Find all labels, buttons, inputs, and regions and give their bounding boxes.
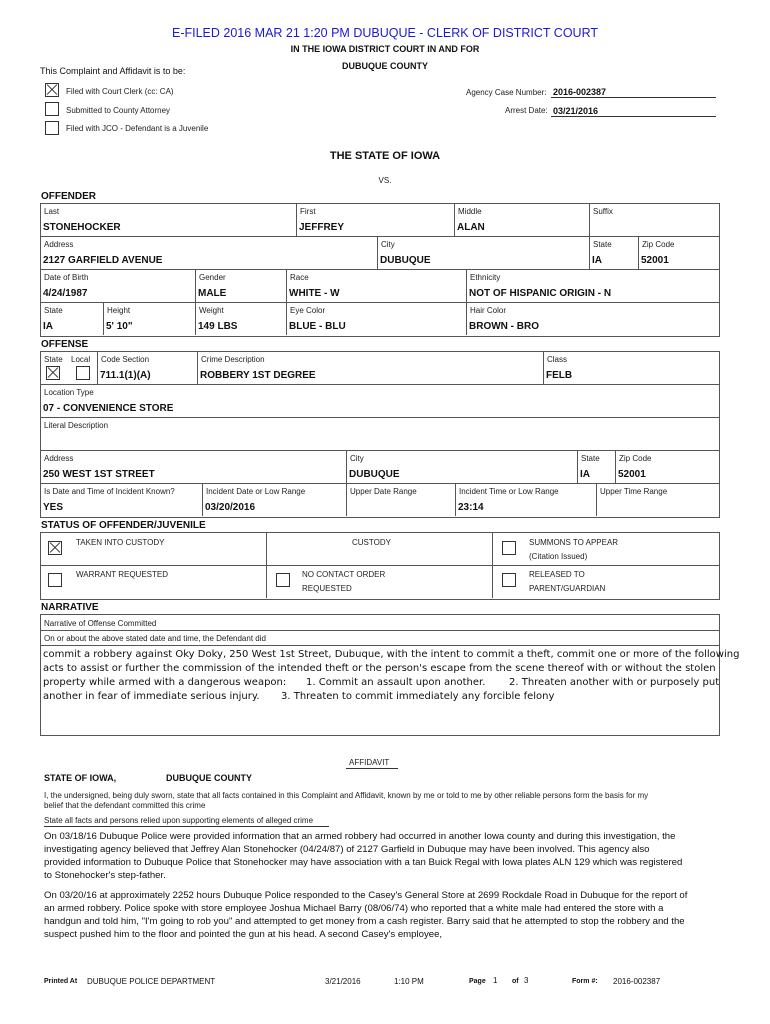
arrest-date-label: Arrest Date:	[505, 106, 548, 115]
first-name-value: JEFFREY	[299, 222, 345, 233]
dl-state-value: IA	[43, 321, 53, 332]
taken-into-custody-label: TAKEN INTO CUSTODY	[76, 538, 165, 547]
facts-paragraph-2-line-2: an armed robbery. Police spoke with store employee Joshua Michael Barry (08/06/74) who reported that a white male had entered the store with a	[44, 903, 664, 914]
incident-state-label: State	[581, 454, 600, 463]
agency-case-underline	[551, 97, 716, 98]
middle-name-label: Middle	[458, 207, 482, 216]
incident-address-value: 250 WEST 1ST STREET	[43, 469, 155, 480]
last-name-value: STONEHOCKER	[43, 222, 121, 233]
ethnicity-value: NOT OF HISPANIC ORIGIN - N	[469, 288, 612, 299]
incident-city-label: City	[350, 454, 364, 463]
court-line-2: DUBUQUE COUNTY	[341, 61, 428, 71]
affidavit-county: DUBUQUE COUNTY	[166, 773, 253, 783]
submitted-county-attorney-label: Submitted to County Attorney	[66, 106, 171, 115]
footer-page-label: Page	[469, 978, 486, 985]
affidavit-title: AFFIDAVIT	[349, 758, 390, 767]
affidavit-oath-line-2: belief that the defendant committed this crime	[44, 801, 206, 810]
upper-time-label: Upper Time Range	[600, 487, 668, 496]
facts-paragraph-2-line-4: suspect pushed him to the floor and pointed the gun at his head. A second Casey's employee,	[44, 929, 443, 940]
race-label: Race	[290, 273, 309, 282]
suffix-label: Suffix	[593, 207, 613, 216]
footer-date: 3/21/2016	[325, 977, 361, 986]
dob-label: Date of Birth	[44, 273, 89, 282]
facts-label: State all facts and persons relied upon supporting elements of alleged crime	[44, 816, 314, 825]
incident-zip-label: Zip Code	[619, 454, 652, 463]
code-section-value: 711.1(1)(A)	[100, 370, 151, 381]
narrative-line-1: commit a robbery against Oky Doky, 250 West 1st Street, Dubuque, with the intent to commit a theft, commit one or more of the following	[43, 649, 740, 660]
weight-label: Weight	[199, 306, 224, 315]
gender-value: MALE	[198, 288, 227, 299]
affidavit-state: STATE OF IOWA,	[44, 773, 117, 783]
dl-state-label: State	[44, 306, 63, 315]
upper-date-label: Upper Date Range	[350, 487, 417, 496]
offense-state-checkbox[interactable]	[46, 366, 60, 380]
location-type-label: Location Type	[44, 388, 94, 397]
summons-checkbox[interactable]	[502, 541, 516, 555]
hair-color-label: Hair Color	[470, 306, 507, 315]
narrative-label: Narrative of Offense Committed	[44, 619, 157, 628]
class-label: Class	[547, 355, 568, 364]
zip-value: 52001	[641, 255, 669, 266]
arrest-date-underline	[551, 116, 716, 117]
agency-case-value: 2016-002387	[553, 87, 607, 97]
no-contact-order-label: NO CONTACT ORDER	[302, 570, 386, 579]
narrative-line-4a: another in fear of immediate serious injury.	[43, 691, 260, 702]
footer-printed-at: Printed At	[44, 978, 78, 985]
hair-color-value: BROWN - BRO	[469, 321, 539, 332]
caption-title: THE STATE OF IOWA	[329, 150, 441, 162]
filed-court-clerk-checkbox[interactable]	[45, 83, 59, 97]
incident-known-value: YES	[43, 502, 64, 513]
address-label: Address	[44, 240, 74, 249]
state-value: IA	[592, 255, 602, 266]
narrative-line-4b: 3. Threaten to commit immediately any forcible felony	[281, 691, 555, 702]
literal-description-label: Literal Description	[44, 421, 109, 430]
custody-label: CUSTODY	[352, 538, 391, 547]
race-value: WHITE - W	[289, 288, 340, 299]
offender-box	[40, 203, 720, 337]
crime-description-label: Crime Description	[201, 355, 265, 364]
agency-case-label: Agency Case Number:	[466, 88, 547, 97]
status-section-title: STATUS OF OFFENDER/JUVENILE	[41, 520, 206, 531]
facts-paragraph-1-line-2: investigating agency believed that Jeffrey Alan Stonehocker (04/24/87) of 2127 Garfield in Dubuque may have been involved. This agency also	[44, 844, 650, 855]
filed-court-clerk-label: Filed with Court Clerk (cc: CA)	[66, 87, 174, 96]
offender-section-title: OFFENDER	[41, 191, 96, 202]
facts-paragraph-1-line-1: On 03/18/16 Dubuque Police were provided information that an armed robbery had occurred in another Iowa county and during this investigation, the	[44, 831, 676, 842]
submitted-county-attorney-checkbox[interactable]	[45, 102, 59, 116]
facts-paragraph-1-line-3: provided information to Dubuque Police that Stonehocker may have association with a tan Buick Regal with Iowa plates ALN 129 which was registered	[44, 857, 683, 868]
incident-date-label: Incident Date or Low Range	[206, 487, 306, 496]
state-label: State	[593, 240, 612, 249]
arrest-date-value: 03/21/2016	[553, 106, 599, 116]
first-name-label: First	[300, 207, 316, 216]
affidavit-oath-line-1: I, the undersigned, being duly sworn, state that all facts contained in this Complaint and Affidavit, known by me or told to me by other reliable persons form the basis for my	[44, 791, 649, 800]
location-type-value: 07 - CONVENIENCE STORE	[43, 403, 174, 414]
warrant-requested-label: WARRANT REQUESTED	[76, 570, 169, 579]
narrative-section-title: NARRATIVE	[41, 602, 99, 613]
incident-time-label: Incident Time or Low Range	[459, 487, 559, 496]
filed-jco-label: Filed with JCO - Defendant is a Juvenile	[66, 124, 209, 133]
footer-form-label: Form #:	[572, 978, 598, 985]
narrative-line-3c: 2. Threaten another with or purposely put	[509, 677, 720, 688]
footer-of-label: of	[512, 978, 519, 985]
offense-local-checkbox[interactable]	[76, 366, 90, 380]
incident-time-value: 23:14	[458, 502, 484, 513]
released-checkbox[interactable]	[502, 573, 516, 587]
incident-state-value: IA	[580, 469, 590, 480]
no-contact-requested-label: REQUESTED	[302, 584, 352, 593]
incident-city-value: DUBUQUE	[349, 469, 400, 480]
height-label: Height	[107, 306, 131, 315]
parent-guardian-label: PARENT/GUARDIAN	[529, 584, 606, 593]
middle-name-value: ALAN	[457, 222, 485, 233]
incident-known-label: Is Date and Time of Incident Known?	[44, 487, 175, 496]
taken-into-custody-checkbox[interactable]	[48, 541, 62, 555]
footer-page-count: 3	[524, 976, 529, 985]
narrative-intro: On or about the above stated date and time, the Defendant did	[44, 634, 266, 643]
height-value: 5' 10"	[106, 321, 133, 332]
facts-paragraph-2-line-3: handgun and told him, "I'm going to rob you" and attempted to get money from a cash register. Barry said that he attempted to stop the robbery and the	[44, 916, 685, 927]
offense-state-label: State	[44, 355, 63, 364]
caption-vs: VS.	[378, 176, 392, 185]
address-value: 2127 GARFIELD AVENUE	[43, 255, 163, 266]
eye-color-label: Eye Color	[290, 306, 326, 315]
class-value: FELB	[546, 370, 573, 381]
efiled-stamp: E-FILED 2016 MAR 21 1:20 PM DUBUQUE - CLERK OF DISTRICT COURT	[171, 26, 599, 40]
facts-paragraph-2-line-1: On 03/20/16 at approximately 2252 hours Dubuque Police responded to the Casey's General Store at 2699 Rockdale Road in Dubuque for the report of	[44, 890, 688, 901]
court-line-1: IN THE IOWA DISTRICT COURT IN AND FOR	[290, 44, 480, 54]
narrative-line-3a: property while armed with a dangerous weapon:	[43, 677, 287, 688]
zip-label: Zip Code	[642, 240, 675, 249]
no-contact-order-checkbox[interactable]	[276, 573, 290, 587]
offense-local-label: Local	[71, 355, 91, 364]
warrant-requested-checkbox[interactable]	[48, 573, 62, 587]
incident-address-label: Address	[44, 454, 74, 463]
facts-paragraph-1-line-4: to Stonehocker's step-father.	[44, 870, 166, 881]
gender-label: Gender	[199, 273, 226, 282]
ethnicity-label: Ethnicity	[470, 273, 501, 282]
crime-description-value: ROBBERY 1ST DEGREE	[200, 370, 316, 381]
filed-jco-checkbox[interactable]	[45, 121, 59, 135]
incident-date-value: 03/20/2016	[205, 502, 256, 513]
last-name-label: Last	[44, 207, 60, 216]
dob-value: 4/24/1987	[43, 288, 88, 299]
footer-page-number: 1	[493, 976, 498, 985]
footer-time: 1:10 PM	[394, 977, 424, 986]
narrative-line-3b: 1. Commit an assault upon another.	[306, 677, 486, 688]
footer-form-number: 2016-002387	[613, 977, 661, 986]
filing-intro: This Complaint and Affidavit is to be:	[40, 66, 186, 76]
incident-zip-value: 52001	[618, 469, 646, 480]
citation-label: (Citation Issued)	[529, 552, 588, 561]
offense-section-title: OFFENSE	[41, 339, 89, 350]
narrative-line-2: acts to assist or further the commission of the intended theft or the person's escape from the scene thereof with or without the stolen	[43, 663, 716, 674]
weight-value: 149 LBS	[198, 321, 238, 332]
code-section-label: Code Section	[101, 355, 150, 364]
city-label: City	[381, 240, 395, 249]
eye-color-value: BLUE - BLU	[289, 321, 346, 332]
summons-label: SUMMONS TO APPEAR	[529, 538, 619, 547]
city-value: DUBUQUE	[380, 255, 431, 266]
footer-department: DUBUQUE POLICE DEPARTMENT	[87, 977, 216, 986]
released-label: RELEASED TO	[529, 570, 585, 579]
